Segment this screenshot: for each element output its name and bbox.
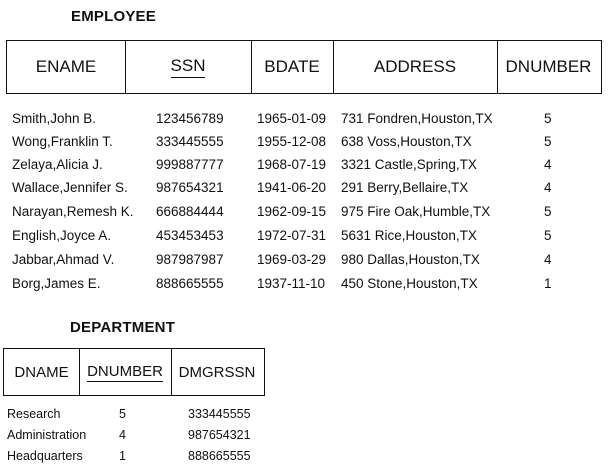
- column-label: ADDRESS: [373, 57, 457, 76]
- cell-dnumber: 5: [544, 134, 552, 149]
- cell-dnumber: 5: [544, 204, 552, 219]
- cell-ssn: 666884444: [156, 204, 224, 219]
- employee-col-ename: [7, 41, 125, 93]
- table-row: [0, 428, 300, 449]
- cell-dnumber: 4: [544, 180, 552, 195]
- cell-ename: Smith,John B.: [12, 111, 97, 126]
- cell-bdate: 1962-09-15: [257, 204, 327, 219]
- cell-dnumber: 4: [544, 157, 552, 172]
- cell-address: 975 Fire Oak,Humble,TX: [341, 204, 491, 219]
- cell-dname: Headquarters: [7, 449, 83, 463]
- cell-dmgrssn: 888665555: [188, 449, 251, 463]
- table-row: [0, 157, 608, 180]
- department-table-title: DEPARTMENT: [70, 319, 176, 336]
- cell-bdate: 1941-06-20: [257, 180, 327, 195]
- primary-key-label: DNUMBER: [87, 362, 163, 380]
- cell-ssn: 999887777: [156, 157, 224, 172]
- table-row: [0, 204, 608, 227]
- primary-key-label: SSN: [171, 56, 206, 78]
- cell-bdate: 1937-11-10: [257, 276, 326, 291]
- employee-col-address: [333, 41, 497, 93]
- cell-ename: Zelaya,Alicia J.: [12, 157, 103, 172]
- cell-ename: English,Joyce A.: [12, 228, 112, 243]
- cell-ename: Wong,Franklin T.: [12, 134, 113, 149]
- cell-bdate: 1955-12-08: [257, 134, 327, 149]
- department-col-dnumber: [79, 349, 171, 395]
- cell-ssn: 333445555: [156, 134, 224, 149]
- employee-col-dnumber: [497, 41, 600, 93]
- cell-ename: Wallace,Jennifer S.: [12, 180, 128, 195]
- department-header-row: [3, 348, 265, 396]
- employee-table-title: EMPLOYEE: [71, 8, 156, 25]
- cell-ssn: 987654321: [156, 180, 224, 195]
- cell-ssn: 987987987: [156, 252, 224, 267]
- column-label: DMGRSSN: [178, 363, 256, 381]
- table-row: [0, 134, 608, 157]
- table-row: [0, 228, 608, 251]
- column-label: DNAME: [14, 363, 69, 381]
- cell-dnumber: 4: [119, 428, 126, 442]
- table-row: [0, 449, 300, 470]
- cell-address: 291 Berry,Bellaire,TX: [341, 180, 469, 195]
- cell-dname: Administration: [7, 428, 87, 442]
- cell-dnumber: 1: [119, 449, 126, 463]
- column-label: ENAME: [35, 57, 97, 76]
- cell-bdate: 1972-07-31: [257, 228, 327, 243]
- cell-ssn: 888665555: [156, 276, 224, 291]
- cell-bdate: 1965-01-09: [257, 111, 327, 126]
- cell-dnumber: 5: [544, 111, 552, 126]
- cell-address: 3321 Castle,Spring,TX: [341, 157, 477, 172]
- cell-address: 450 Stone,Houston,TX: [341, 276, 478, 291]
- table-row: [0, 111, 608, 134]
- column-label: DNUMBER: [505, 57, 592, 76]
- table-row: [0, 276, 608, 299]
- cell-ssn: 123456789: [156, 111, 224, 126]
- employee-col-bdate: [251, 41, 333, 93]
- cell-bdate: 1968-07-19: [257, 157, 327, 172]
- cell-ename: Borg,James E.: [12, 276, 101, 291]
- cell-address: 5631 Rice,Houston,TX: [341, 228, 477, 243]
- column-label: BDATE: [264, 57, 320, 76]
- table-row: [0, 252, 608, 275]
- cell-dnumber: 5: [544, 228, 552, 243]
- cell-ssn: 453453453: [156, 228, 224, 243]
- cell-address: 731 Fondren,Houston,TX: [341, 111, 493, 126]
- cell-address: 638 Voss,Houston,TX: [341, 134, 472, 149]
- cell-dnumber: 4: [544, 252, 552, 267]
- cell-dnumber: 5: [119, 407, 126, 421]
- cell-dmgrssn: 333445555: [188, 407, 251, 421]
- employee-col-ssn: [125, 41, 251, 93]
- employee-header-row: [6, 40, 602, 94]
- cell-dmgrssn: 987654321: [188, 428, 251, 442]
- cell-bdate: 1969-03-29: [257, 252, 327, 267]
- department-col-dname: [4, 349, 79, 395]
- table-row: [0, 407, 300, 428]
- department-col-dmgrssn: [171, 349, 263, 395]
- table-row: [0, 180, 608, 203]
- cell-address: 980 Dallas,Houston,TX: [341, 252, 480, 267]
- cell-ename: Narayan,Remesh K.: [12, 204, 134, 219]
- cell-dname: Research: [7, 407, 61, 421]
- cell-dnumber: 1: [544, 276, 552, 291]
- cell-ename: Jabbar,Ahmad V.: [12, 252, 115, 267]
